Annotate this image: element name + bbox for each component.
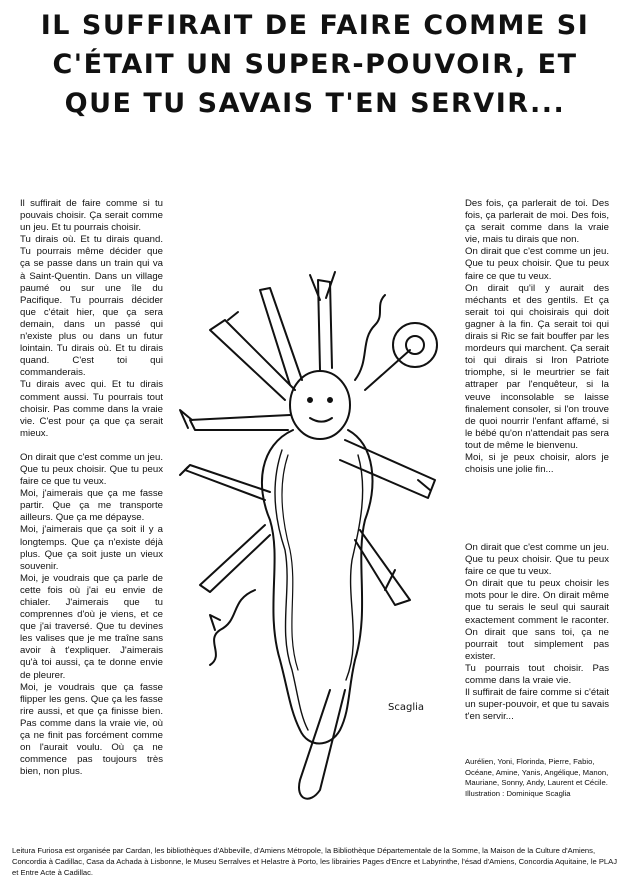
- paragraph: Il suffirait de faire comme si c'était un super-pouvoir, et que tu savais t'en servir...: [465, 687, 610, 723]
- paragraph: Tu pourrais tout choisir. Pas comme dans la vraie vie.: [465, 662, 609, 687]
- paragraph: Tu dirais où. Et tu dirais quand. Tu pourrais même décider que ça se passe dans un train qui va à Saint-Quentin. Dans un village paumé ou sur une île du Pacifique. Tu pourrais décider que c'était hier, que ça sera demain, dans un passé qui n'existe plus ou dans un futur lointain. Tu dirais où. Et tu dirais quand. C'est toi qui commanderais.: [20, 234, 163, 379]
- paragraph: Moi, je voudrais que ça fasse flipper les gens. Que ça les fasse rire aussi, et que ça finisse bien. Pas comme dans la vraie vie, où ça ne finit pas forcément comme on l'aurait voulu. Où ça ne commence pas toujours très bien, non plus.: [20, 681, 163, 778]
- paragraph: Moi, j'aimerais que ça soit il y a longtemps. Que ça n'existe déjà plus. Que ça soit juste un vieux souvenir.: [20, 524, 163, 572]
- paragraph-gap: [20, 440, 163, 452]
- paragraph: On dirait que c'est comme un jeu. Que tu peux choisir. Que tu peux faire ce que tu veux.: [465, 246, 609, 282]
- page-title: [20, 6, 610, 123]
- title-line-2: C'ÉTAIT UN SUPER-POUVOIR, ET: [52, 49, 578, 80]
- tool-blades: [180, 272, 437, 799]
- illustrator-signature: Scaglia: [388, 702, 425, 713]
- paragraph: Moi, j'aimerais que ça me fasse partir. Que ça me transporte ailleurs. Que ça me dépayse.: [20, 488, 163, 524]
- title-line-1: IL SUFFIRAIT DE FAIRE COMME SI: [40, 10, 590, 41]
- right-column-text: [465, 198, 609, 476]
- credits-text: Aurélien, Yoni, Florinda, Pierre, Fabio, Océane, Amine, Yanis, Angélique, Manon, Mauriane, Sonny, Andy, Laurent et Cécile. Illustration : Dominique Scaglia: [465, 757, 609, 798]
- left-column-text: [20, 198, 163, 778]
- paragraph: Moi, si je peux choisir, alors je choisis une jolie fin...: [465, 451, 609, 476]
- paragraph: On dirait qu'il y aurait des méchants et des gentils. Et ça serait toi qui choisirais qui doit gagner à la fin. Ça serait toi qui dirais si Ric se fait bouffer par les mordeurs qui marchent. Ça serait toi qui dirais si Iron Patriote triomphe, si le meurtrier se fait attraper par l'enquêteur, si la veuve inconsolable se laisse finalement consoler, si l'on trouve de quoi nourrir l'enfant affamé, si le bébé qu'on n'attendait pas sera tout de même le bienvenu.: [465, 282, 609, 451]
- paragraph: On dirait que tu peux choisir les mots pour le dire. On dirait même que tu serais le seul qui saurait exactement comment le raconter. On dirait que sans toi, ça ne pourrait tout simplement pas exister.: [465, 578, 609, 662]
- paragraph: Des fois, ça parlerait de toi. Des fois, ça parlerait de moi. Des fois, ça serait comme dans la vraie vie, mais tu dirais que non.: [465, 198, 609, 246]
- title-line-3: QUE TU SAVAIS T'EN SERVIR...: [64, 88, 566, 119]
- paragraph: Il suffirait de faire comme si tu pouvais choisir. Ça serait comme un jeu. Et tu pourrais choisir.: [20, 198, 163, 234]
- paragraph: On dirait que c'est comme un jeu. Que tu peux choisir. Que tu peux faire ce que tu veux.: [20, 451, 163, 488]
- footer-text: Leitura Furiosa est organisée par Cardan, les bibliothèques d'Abbeville, d'Amiens Métropole, la Bibliothèque Départementale de la Somme, la Maison de la Culture d'Amiens, Concordia à Cadillac, Casa da Achada à Lisbonne, le Museu Serralves et Helastre à Porto, les librairies Pages d'Encre et Labyrinthe, l'ésad d'Amiens, Concordia Aquitaine, le PLAJ et Entre Acte à Cadillac.: [12, 846, 618, 877]
- right-column-text-bottom: [465, 542, 609, 723]
- paragraph: On dirait que c'est comme un jeu. Que tu peux choisir. Que tu peux faire ce que tu veux.: [465, 542, 609, 578]
- person-figure: [262, 371, 373, 744]
- paragraph: Moi, je voudrais que ça parle de cette fois où j'ai eu envie de chialer. J'aimerais que tu comprennes d'où je viens, et ce que j'ai traversé. Que tu devines les valises que je me traîne sans avoir à t'expliquer. J'aimerais qu'à toi aussi, ça te donne envie de pleurer.: [20, 572, 163, 681]
- swiss-knife-person-illustration: [170, 270, 460, 800]
- paragraph: Tu dirais avec qui. Et tu dirais comment aussi. Tu pourrais tout choisir. Pas comme dans la vraie vie. C'est pour ça que ça serait mieux.: [20, 379, 163, 439]
